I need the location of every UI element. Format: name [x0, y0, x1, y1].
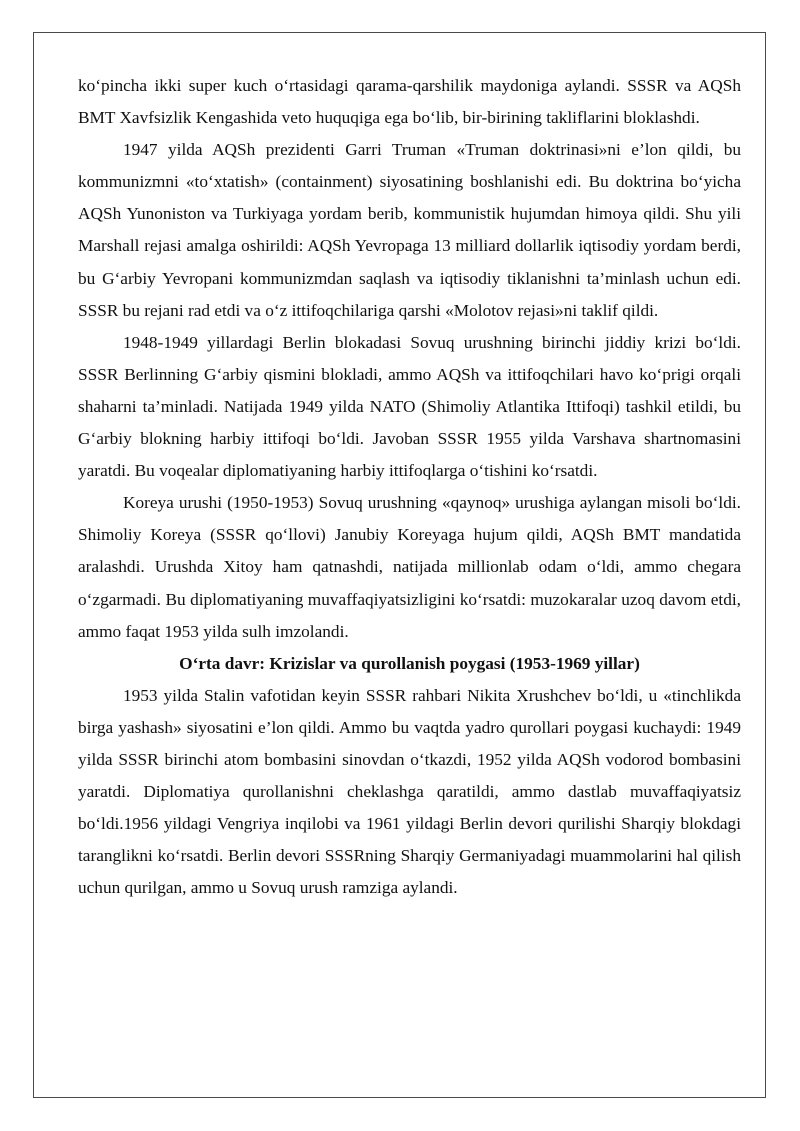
- section-heading: O‘rta davr: Krizislar va qurollanish poygasi (1953-1969 yillar): [179, 653, 640, 673]
- paragraph-continuation: ko‘pincha ikki super kuch o‘rtasidagi qarama-qarshilik maydoniga aylandi. SSSR va AQSh BMT Xavfsizlik Kengashida veto huquqiga ega bo‘lib, bir-birining takliflarini bloklashdi.: [78, 76, 741, 128]
- paragraph-berlin-blockade: 1948-1949 yillardagi Berlin blokadasi Sovuq urushning birinchi jiddiy krizi bo‘ldi. SSSR Berlinning G‘arbiy qismini blokladi, ammo AQSh va ittifoqchilari havo ko‘prigi orqali shaharni ta’minladi. Natijada 1949 yilda NATO (Shimoliy Atlantika Ittifoqi) tashkil etildi, bu G‘arbiy blokning harbiy ittifoqi bo‘ldi. Javoban SSSR 1955 yilda Varshava shartnomasini yaratdi. Bu voqealar diplomatiyaning harbiy ittifoqlarga o‘tishini ko‘rsatdi.: [78, 332, 741, 481]
- paragraph-korean-war: Koreya urushi (1950-1953) Sovuq urushning «qaynoq» urushiga aylangan misoli bo‘ldi. Shimoliy Koreya (SSSR qo‘llovi) Janubiy Koreyaga hujum qildi, AQSh BMT mandatida aralashdi. Urushda Xitoy ham qatnashdi, natijada millionlab odam o‘ldi, ammo chegara o‘zgarmadi. Bu diplomatiyaning muvaffaqiyatsizligini ko‘rsatdi: muzokaralar uzoq davom etdi, ammo faqat 1953 yilda sulh imzolandi.: [78, 493, 741, 641]
- paragraph-khrushchev-era: 1953 yilda Stalin vafotidan keyin SSSR rahbari Nikita Xrushchev bo‘ldi, u «tinchlikda birga yashash» siyosatini e’lon qildi. Ammo bu vaqtda yadro qurollari poygasi kuchaydi: 1949 yilda SSSR birinchi atom bombasini sinovdan o‘tkazdi, 1952 yilda AQSh vodorod bombasini yaratdi. Diplomatiya qurollanishni cheklashga qaratildi, ammo dastlab muvaffaqiyatsiz bo‘ldi.1956 yildagi Vengriya inqilobi va 1961 yildagi Berlin devori qurilishi Sharqiy blokdagi taranglikni ko‘rsatdi. Berlin devori SSSRning Sharqiy Germaniyadagi muammolarini hal qilish uchun qurilgan, ammo u Sovuq urush ramziga aylandi.: [78, 685, 741, 898]
- document-body: [78, 70, 741, 904]
- paragraph-truman-doctrine: 1947 yilda AQSh prezidenti Garri Truman «Truman doktrinasi»ni e’lon qildi, bu kommunizmni «to‘xtatish» (containment) siyosatining boshlanishi edi. Bu doktrina bo‘yicha AQSh Yunoniston va Turkiyaga yordam berib, kommunistik hujumdan himoya qildi. Shu yili Marshall rejasi amalga oshirildi: AQSh Yevropaga 13 milliard dollarlik iqtisodiy yordam berdi, bu G‘arbiy Yevropani kommunizmdan saqlash va iqtisodiy tiklanishni ta’minlash uchun edi. SSSR bu rejani rad etdi va o‘z ittifoqchilariga qarshi «Molotov rejasi»ni taklif qildi.: [78, 140, 741, 320]
